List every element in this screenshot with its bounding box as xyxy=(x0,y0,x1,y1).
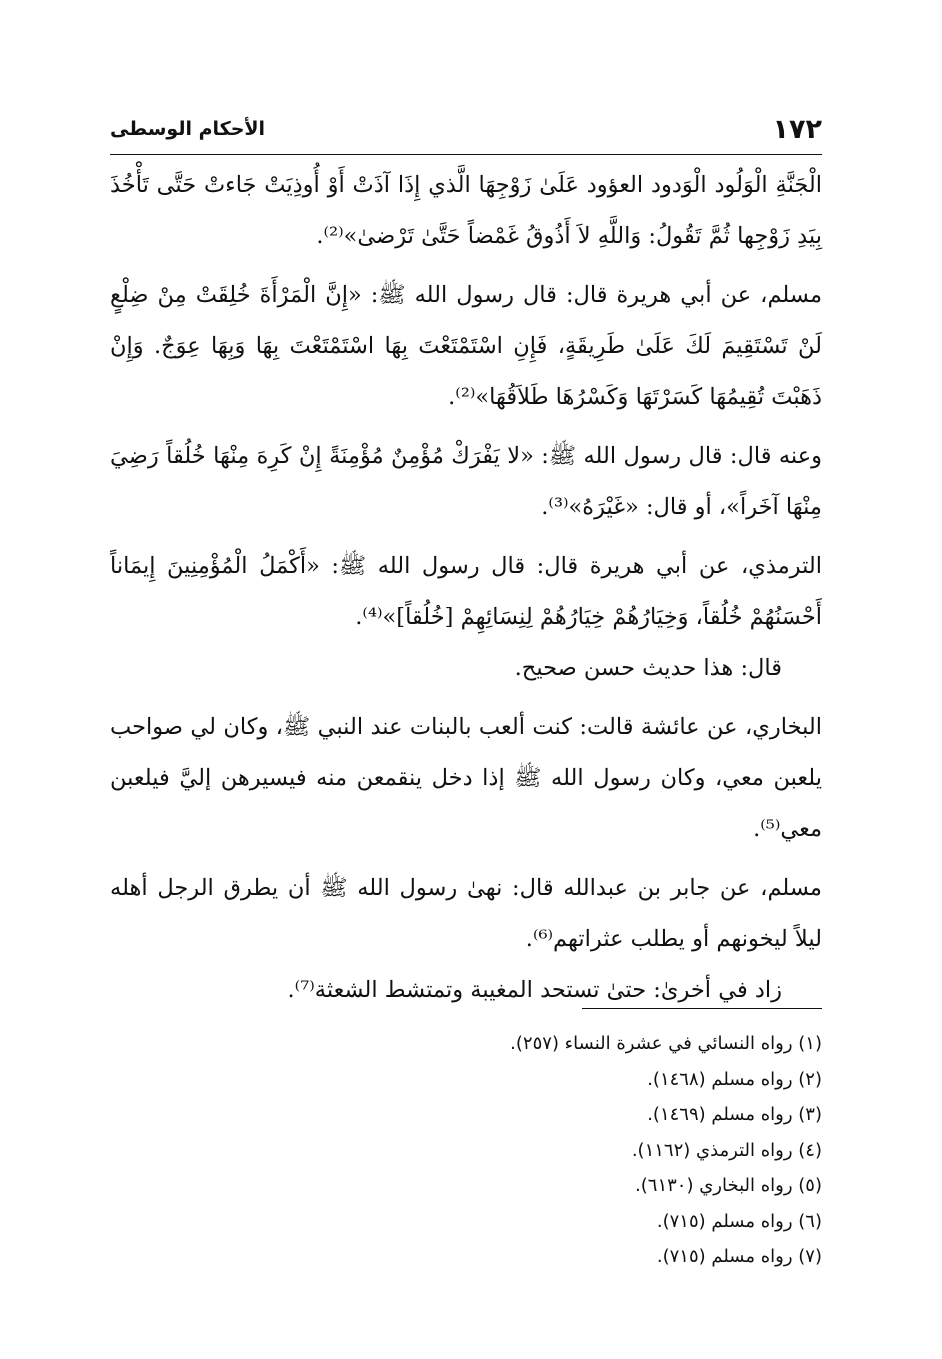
book-title: الأحكام الوسطى xyxy=(110,118,266,140)
footnote-item: (٢) رواه مسلم (١٤٦٨). xyxy=(647,1068,822,1090)
footnote-item: (٦) رواه مسلم (٧١٥). xyxy=(656,1210,822,1232)
paragraph-hadith-tirmidhi: الترمذي، عن أبي هريرة قال: قال رسول الله ﷺ: «أَكْمَلُ الْمُؤْمِنِينَ إِيمَاناً أَحْسَنُهُمْ خُلُقاً، وَخِيَارُهُمْ خِيَارُهُمْ لِنِسَائِهِمْ [خُلُقاً]»⁽⁴⁾. xyxy=(110,553,822,630)
paragraph-addition: زاد في أخرىٰ: حتىٰ تستحد المغيبة وتمتشط الشعثة⁽⁷⁾. xyxy=(287,977,782,1003)
paragraph-grading: قال: هذا حديث حسن صحيح. xyxy=(514,655,782,681)
paragraph-hadith-muslim-3: مسلم، عن جابر بن عبدالله قال: نهىٰ رسول الله ﷺ أن يطرق الرجل أهله ليلاً ليخونهم أو يطلب عثراتهم⁽⁶⁾. xyxy=(110,875,822,952)
page-header xyxy=(110,108,822,148)
footnote-item: (٧) رواه مسلم (٧١٥). xyxy=(656,1246,822,1267)
footnote-item: (٣) رواه مسلم (١٤٦٩). xyxy=(647,1104,822,1125)
book-page xyxy=(110,108,822,1267)
header-divider xyxy=(110,154,822,155)
footnote-item: (٥) رواه البخاري (٦١٣٠). xyxy=(635,1175,822,1196)
paragraph-continuation: الْجَنَّةِ الْوَلُود الْوَدود العؤود عَلَىٰ زَوْجِهَا الَّذي إِذَا آذَتْ أَوْ أُوذِيَتْ جَاءتْ حَتَّى تَأْخُذَ بِيَدِ زَوْجِها ثُمَّ تَقُولُ: وَاللَّهِ لاَ أَذُوقُ غَمْضاً حَتَّىٰ تَرْضىٰ»⁽²⁾. xyxy=(110,172,822,249)
footnote-item: (٤) رواه الترمذي (١١٦٢). xyxy=(631,1139,822,1161)
paragraph-hadith-bukhari: البخاري، عن عائشة قالت: كنت ألعب بالبنات عند النبي ﷺ، وكان لي صواحب يلعبن معي، وكان رسول الله ﷺ إذا دخل ينقمعن منه فيسيرهن إليَّ فيلعبن معي⁽⁵⁾. xyxy=(110,714,822,842)
paragraph-hadith-muslim-1: مسلم، عن أبي هريرة قال: قال رسول الله ﷺ: «إِنَّ الْمَرْأَةَ خُلِقَتْ مِنْ ضِلْعٍ لَنْ تَسْتَقِيمَ لَكَ عَلَىٰ طَرِيقَةٍ، فَإِنِ اسْتَمْتَعْتَ بِهَا اسْتَمْتَعْتَ بِهَا وَبِهَا عِوَجٌ. وَإِنْ ذَهَبْتَ تُقِيمُهَا كَسَرْتَهَا وَكَسْرُهَا طَلاَقُهَا»⁽²⁾. xyxy=(110,282,822,410)
footnotes-list xyxy=(110,1026,822,1275)
main-text xyxy=(110,160,822,1024)
footnote-divider xyxy=(582,1008,822,1009)
page-number: ١٧٢ xyxy=(772,114,822,145)
paragraph-hadith-muslim-2: وعنه قال: قال رسول الله ﷺ: «لا يَفْرَكْ مُؤْمِنٌ مُؤْمِنَةً إِنْ كَرِهَ مِنْهَا خُلُقاً رَضِيَ مِنْهَا آخَراً»، أو قال: «غَيْرَهُ»⁽³⁾. xyxy=(110,443,822,520)
footnote-item: (١) رواه النسائي في عشرة النساء (٢٥٧). xyxy=(510,1033,822,1054)
